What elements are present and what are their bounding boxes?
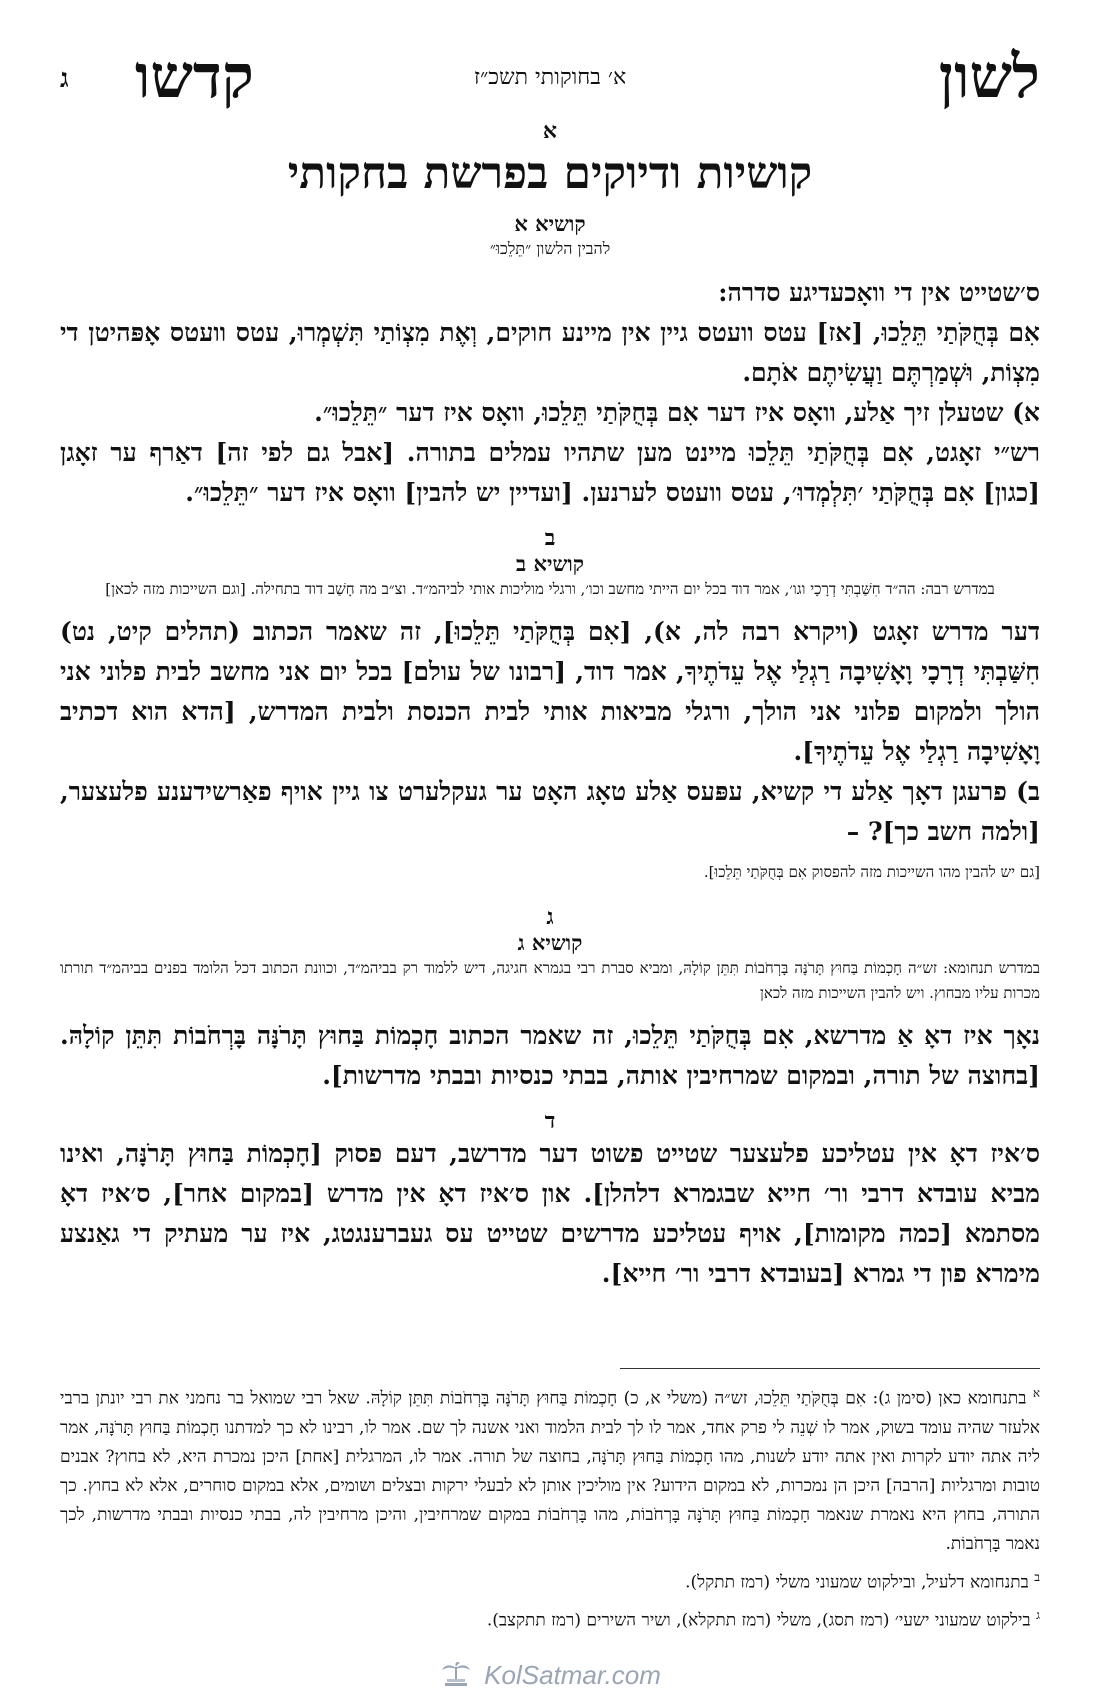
header-parsha: א׳ בחוקותי תשכ״ז bbox=[473, 65, 627, 90]
bracket-note: [גם יש להבין מהו השייכות מזה להפסוק אִם בְּחֻקֹּתַי תֵּלֵכוּ]. bbox=[703, 863, 1040, 881]
paragraph: דער מדרש זאָגט (ויקרא רבה לה, א), [אִם בְּחֻקֹּתַי תֵּלֵכוּ], זה שאמר הכתוב (תהלים קיט, נט) חִשַּׁבְתִּי דְרָכָי וָאָשִׁיבָה רַגְלַי אֶל עֵדֹתֶיךָ, אמר דוד, [רבונו של עולם] בכל יום אני מחשב לבית פלוני אני הולך ולמקום פלוני אני הולך, ורגלי מביאות אותי לבית הכנסת ולבית המדרש, [הדא הוא דכתיב וָאָשִׁיבָה רַגְלַי אֶל עֵדֹתֶיךָ]. bbox=[60, 617, 1041, 766]
watermark-text: KolSatmar.com bbox=[484, 1660, 661, 1690]
footnote-text: בתנחומא כאן (סימן ג): אִם בְּחֻקֹּתַי תֵּלֵכוּ, זש״ה (משלי א, כ) חָכְמוֹת בַּחוּץ תָּרֹנָּה בָּרְחֹבוֹת תִּתֵּן קוֹלָהּ. שאל רבי שמואל בר נחמני את רבי יונתן ברבי אלעזר שהיה עומד בשוק, אמר לו שְׁנֵה לי פרק אחד, אמר לו לך לבית הלמוד ואני אשנה לך שם. אמר לו, רבינו לא כך למדתנו חָכְמוֹת בַּחוּץ תָּרֹנָּה, אמר ליה אתה יודע לקרות ואין אתה יודע לשנות, מהו חָכְמוֹת בַּחוּץ תָּרֹנָּה, בחוצה של תורה. אמר לו, המרגלית [אחת] היכן נמכרת היא, לא בחוץ? אבנים טובות ומרגליות [הרבה] היכן הן נמכרות, לא במקום הידוע? אין מוליכין אותן לא לבעלי ירקות ובצלים ושומים, אלא במקום סוחרים, אלא לא בחוץ. כך התורה, בחוץ היא נאמרת שנאמר חָכְמוֹת בַּחוּץ תָּרֹנָּה בָּרְחֹבוֹת, מהו בָּרְחֹבוֹת במקום שמרחיבין, והיכן מרחיבין לה, בבתי כנסיות ובבתי מדרשות, לכך נאמר בָּרְחֹבוֹת. bbox=[60, 1388, 1040, 1554]
question-title-2: קושיא ב bbox=[516, 551, 584, 576]
question-note-2: במדרש רבה: הה״ד חִשַּׁבְתִּי דְרָכָי וגו׳, אמר דוד בכל יום הייתי מחשב וכו׳, ורגלי מוליכות אותי לביהמ״ד. וצ״ב מה חָשַׁב דוד בתחילה. [וגם השייכות מזה לכאן] bbox=[105, 580, 995, 598]
footnote-divider bbox=[620, 1368, 1040, 1369]
footnote-text: בתנחומא דלעיל, ובילקוט שמעוני משלי (רמז תתקל). bbox=[685, 1572, 1029, 1593]
header-title-right: לשון bbox=[938, 42, 1040, 112]
header-title-left: קדשו bbox=[135, 42, 254, 112]
footnote-2 bbox=[60, 1563, 1040, 1598]
section-letter-g: ג bbox=[546, 904, 554, 930]
page-title: קושיות ודיוקים בפרשת בחקותי bbox=[287, 148, 813, 199]
watermark bbox=[0, 1660, 1100, 1691]
question-title-1: קושיא א bbox=[514, 211, 586, 236]
footnote-1 bbox=[60, 1379, 1040, 1559]
footnote-mark: ג bbox=[1036, 1608, 1040, 1623]
paragraph: ס׳איז דאָ אין עטליכע פלעצער שטייט פשוט דער מדרשב, דעם פסוק [חָכְמוֹת בַּחוּץ תָּרֹנָּה, ואינו מביא עובדא דרבי ור׳ חייא שבגמרא דלהלן]. און ס׳איז דאָ אין מדרש [במקום אחר], ס׳איז דאָ מסתמא [כמה מקומות], אויף עטליכע מדרשים שטייט עס געברענגטג, איז ער מעתיק די גאַנצע מימרא פון די גמרא [בעובדא דרבי ור׳ חייא]. bbox=[60, 1139, 1040, 1288]
running-header bbox=[60, 42, 1040, 112]
paragraph: רש״י זאָגט, אִם בְּחֻקֹּתַי תֵּלֵכוּ מיינט מען שתהיו עמלים בתורה. [אבל גם לפי זה] דאַרף ער זאָגן [כגון] אִם בְּחֻקֹּתַי ׳תִּלְמְדוּ׳, עטס וועטס לערנען. [ועדיין יש להבין] וואָס איז דער ״תֵּלֵכוּ״. bbox=[60, 438, 1040, 507]
footnote-3 bbox=[60, 1601, 1040, 1636]
paragraph: ס׳שטייט אין די וואָכעדיגע סדרה: bbox=[718, 278, 1040, 307]
paragraph: ב) פרעגן דאָך אַלע די קשיא, עפּעס אַלע טאָג האָט ער געקלערט צו גיין אויף פאַרשידענע פלעצער, [ולמה חשב כך]? – bbox=[60, 777, 1040, 846]
question-title-3: קושיא ג bbox=[517, 930, 583, 955]
section-letter-d: ד bbox=[544, 1108, 556, 1134]
section-letter-a: א bbox=[542, 118, 558, 144]
paragraph: נאָך איז דאָ אַ מדרשא, אִם בְּחֻקֹּתַי תֵּלֵכוּ, זה שאמר הכתוב חָכְמוֹת בַּחוּץ תָּרֹנָּה בָּרְחֹבוֹת תִּתֵּן קוֹלָהּ. [בחוצה של תורה, ובמקום שמרחיבין אותה, בבתי כנסיות ובבתי מדרשות]. bbox=[60, 1021, 1040, 1090]
page-number: ג bbox=[60, 64, 69, 94]
footnotes bbox=[60, 1368, 1040, 1640]
paragraph: אִם בְּחֻקֹּתַי תֵּלֵכוּ, [אז] עטס וועטס גיין אין מיינע חוקים, וְאֶת מִצְוֹתַי תִּשְׁמְרוּ, עטס וועטס אָפּהיטן די מִצְוֹת, וּשְׁמַרְתֶּם וַעֲשִׂיתֶם אֹתָם. bbox=[60, 318, 1040, 387]
footnote-mark: א bbox=[1032, 1386, 1041, 1400]
paragraph: א) שטעלן זיך אַלע, וואָס איז דער אִם בְּחֻקֹּתַי תֵּלֵכוּ, וואָס איז דער ״תֵּלֵכוּ״. bbox=[314, 398, 1040, 427]
footnote-text: בילקוט שמעוני ישעי׳ (רמז תסג), משלי (רמז תתקלא), ושיר השירים (רמז תתקצב). bbox=[486, 1610, 1031, 1631]
palm-tree-books-icon bbox=[439, 1661, 473, 1691]
question-note-3: במדרש תנחומא: זש״ה חָכְמוֹת בַּחוּץ תָּרֹנָּה בָּרְחֹבוֹת תִּתֵּן קוֹלָהּ, ומביא סברת רבי בגמרא חגיגה, דיש ללמוד רק בביהמ״ד, וכוונת הכתוב דכל הלומד בפנים בביהמ״ד תורתו מכרות עליו מבחוץ. ויש להבין השייכות מזה לכאן bbox=[60, 959, 1040, 1002]
question-subtitle-1: להבין הלשון ״תֵּלֵכוּ״ bbox=[489, 239, 611, 258]
footnote-mark: ב bbox=[1034, 1569, 1040, 1584]
section-letter-b: ב bbox=[544, 525, 556, 551]
main-content bbox=[60, 118, 1040, 1294]
